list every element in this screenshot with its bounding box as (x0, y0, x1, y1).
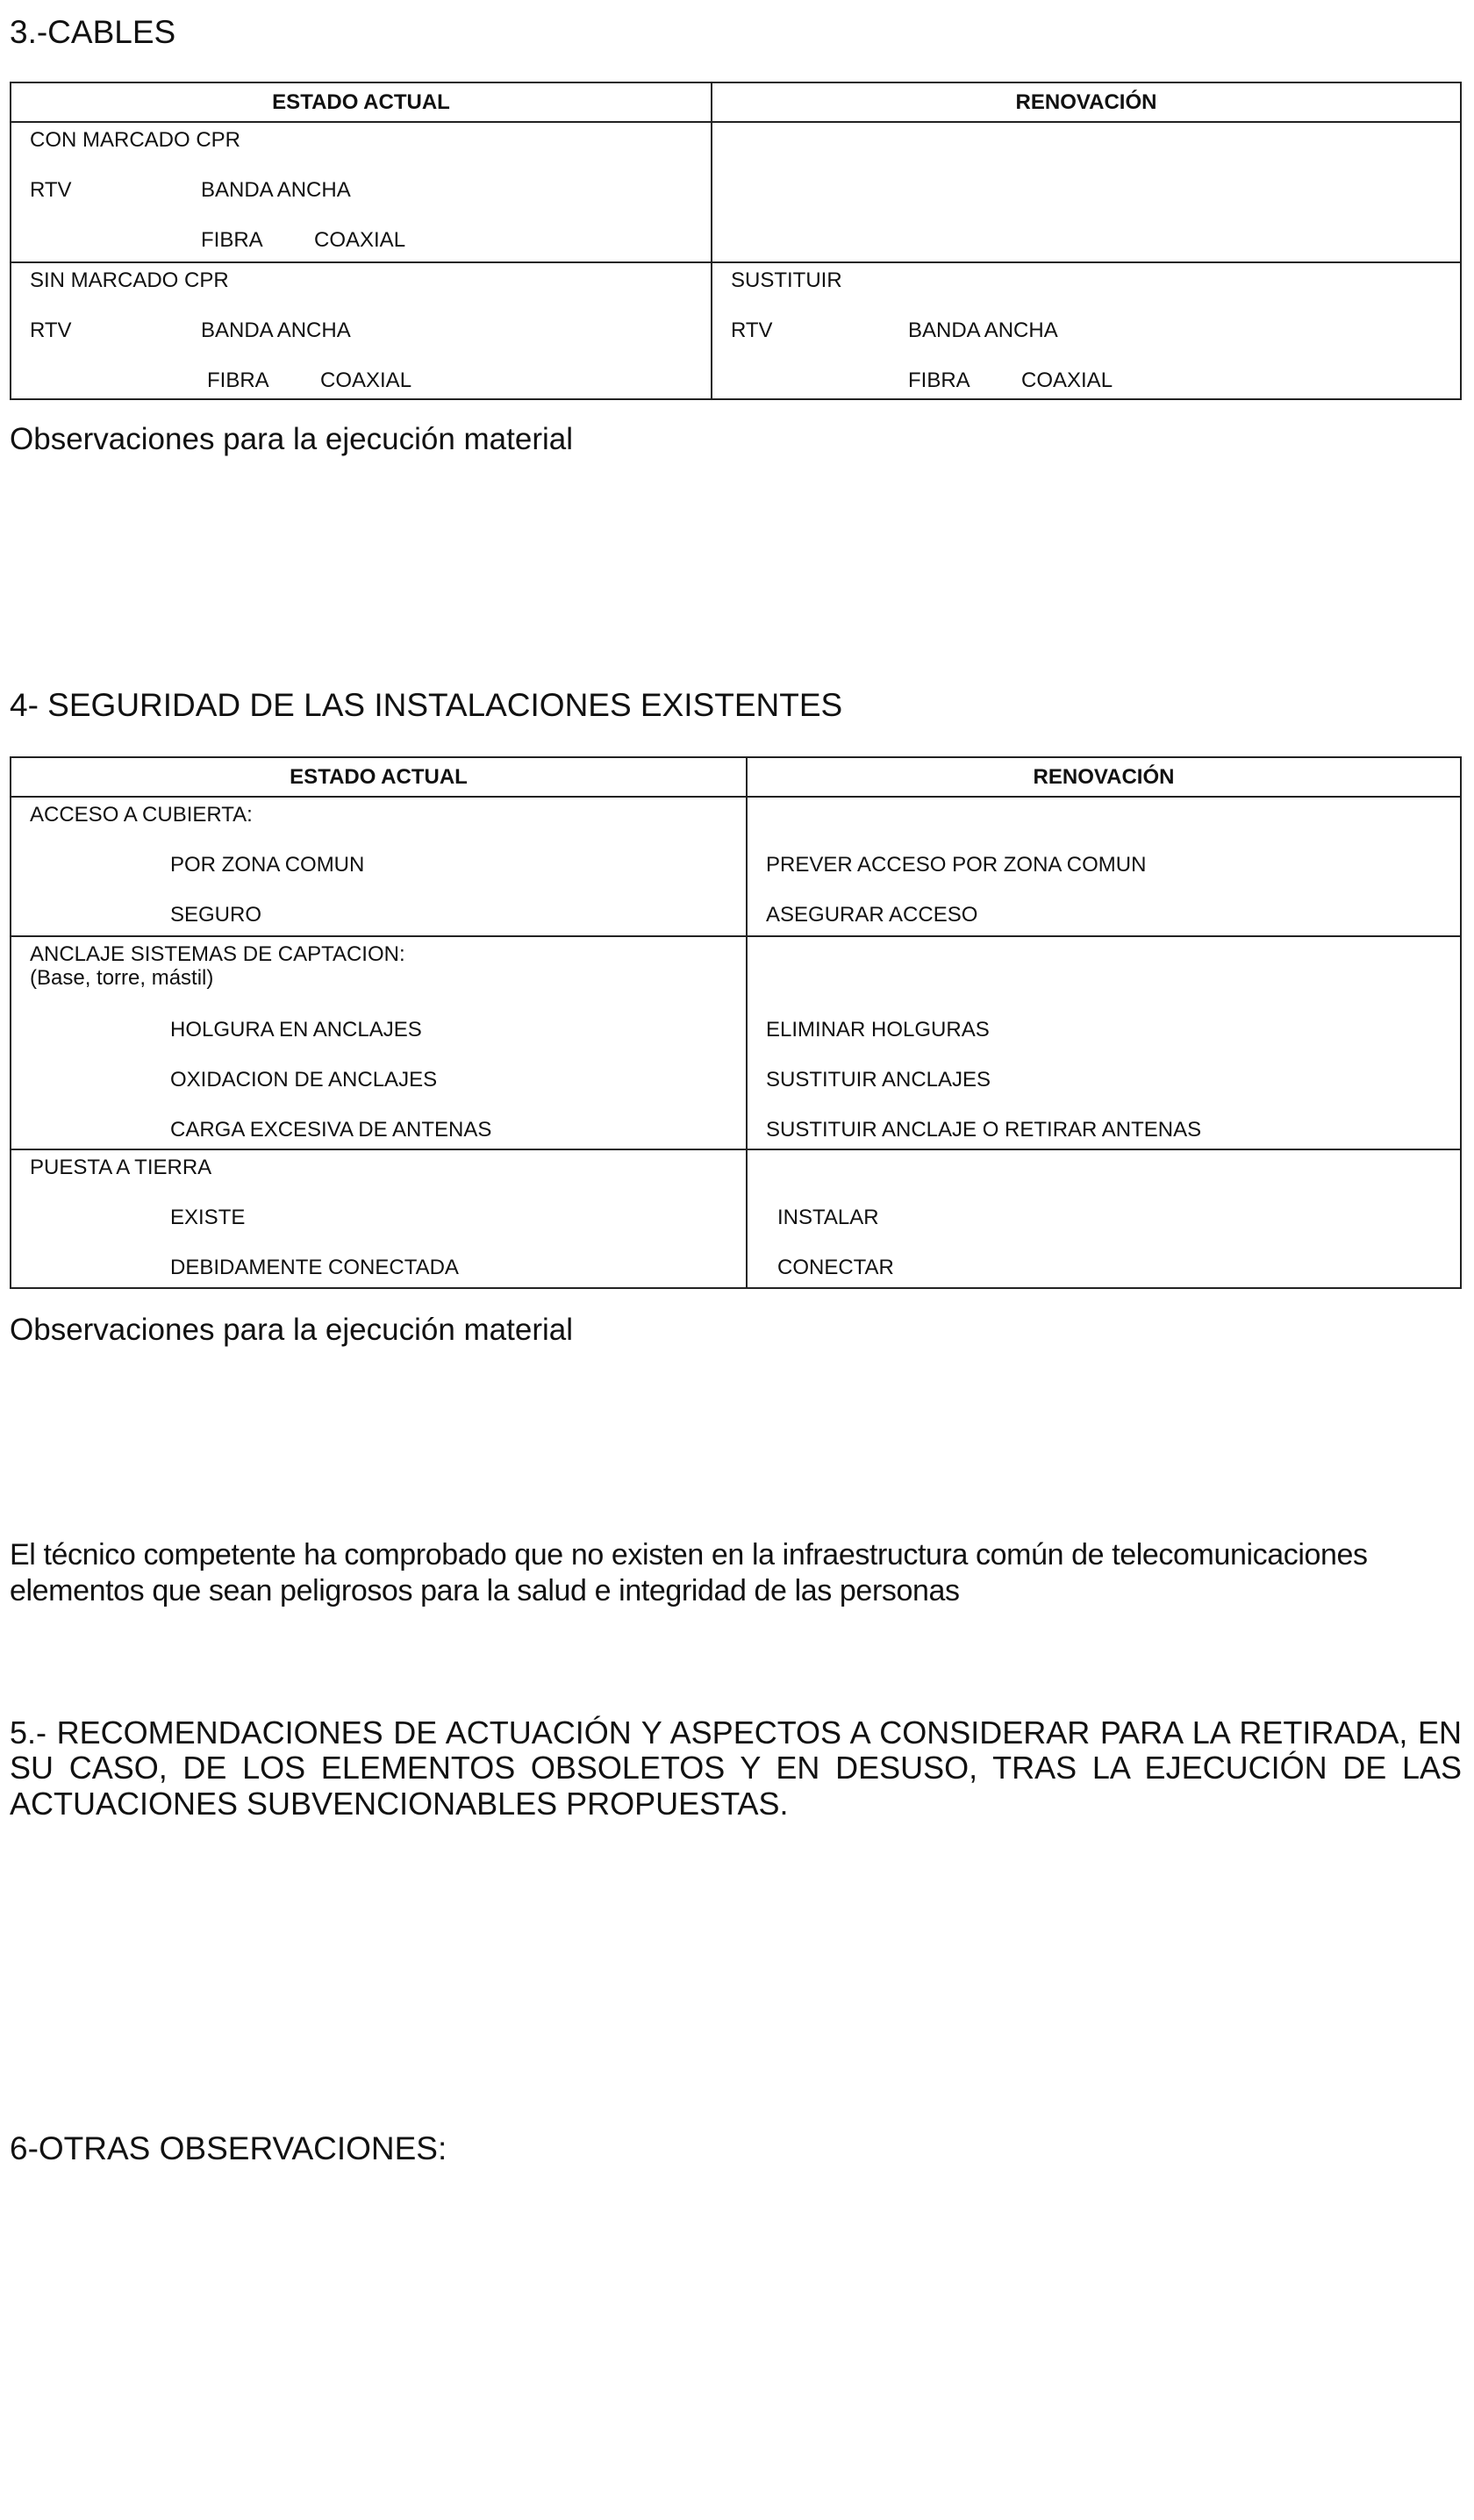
technician-statement: El técnico competente ha comprobado que no existen en la infraestructura común de telecomunicaciones elementos que sean peligrosos para la salud e integridad de las personas (10, 1538, 1368, 1607)
item-coaxial: COAXIAL (314, 228, 406, 252)
table-row (11, 261, 1460, 398)
row-title: CON MARCADO CPR (30, 128, 241, 152)
cell-renovacion (748, 798, 1460, 935)
section4-title: 4- SEGURIDAD DE LAS INSTALACIONES EXISTENTES (10, 687, 843, 723)
item-label: POR ZONA COMUN (170, 853, 365, 877)
item-label: PREVER ACCESO POR ZONA COMUN (766, 853, 1147, 877)
seguridad-table (10, 756, 1462, 1289)
item-banda-ancha: BANDA ANCHA (201, 319, 351, 342)
row-subtitle: (Base, torre, mástil) (30, 966, 214, 990)
cell-estado-actual (11, 1150, 748, 1287)
table-row (11, 1149, 1460, 1287)
section3-title: 3.-CABLES (10, 14, 176, 50)
cell-estado-actual (11, 263, 712, 398)
item-coaxial: COAXIAL (1021, 369, 1113, 392)
item-label: OXIDACION DE ANCLAJES (170, 1068, 438, 1092)
row-title: ACCESO A CUBIERTA: (30, 803, 253, 827)
item-label: SUSTITUIR ANCLAJE O RETIRAR ANTENAS (766, 1118, 1202, 1142)
row-title: SUSTITUIR (731, 268, 842, 292)
item-rtv: RTV (30, 178, 72, 202)
cell-renovacion (712, 123, 1460, 261)
header-estado-actual: ESTADO ACTUAL (11, 83, 712, 121)
cell-renovacion (748, 1150, 1460, 1287)
item-label: ASEGURAR ACCESO (766, 903, 978, 927)
item-label: INSTALAR (777, 1206, 879, 1229)
item-label: SEGURO (170, 903, 262, 927)
item-banda-ancha: BANDA ANCHA (201, 178, 351, 202)
header-estado-actual: ESTADO ACTUAL (11, 758, 748, 796)
item-label: SUSTITUIR ANCLAJES (766, 1068, 991, 1092)
cell-estado-actual (11, 937, 748, 1149)
section6-title: 6-OTRAS OBSERVACIONES: (10, 2130, 447, 2166)
item-coaxial: COAXIAL (320, 369, 412, 392)
item-fibra: FIBRA (207, 369, 269, 392)
item-label: ELIMINAR HOLGURAS (766, 1018, 990, 1042)
table-row (11, 123, 1460, 261)
row-title: SIN MARCADO CPR (30, 268, 229, 292)
table-header (11, 83, 1460, 123)
observaciones-label: Observaciones para la ejecución material (10, 1313, 573, 1347)
item-label: CONECTAR (777, 1256, 894, 1279)
item-banda-ancha: BANDA ANCHA (908, 319, 1058, 342)
item-rtv: RTV (30, 319, 72, 342)
item-label: CARGA EXCESIVA DE ANTENAS (170, 1118, 492, 1142)
item-rtv: RTV (731, 319, 773, 342)
section5-title: 5.- RECOMENDACIONES DE ACTUACIÓN Y ASPECTOS A CONSIDERAR PARA LA RETIRADA, EN SU CASO, DE LOS ELEMENTOS OBSOLETOS Y EN DESUSO, TRAS LA EJECUCIÓN DE LAS ACTUACIONES SUBVENCIONABLES PROPUESTAS. (10, 1715, 1462, 1822)
cell-renovacion (712, 263, 1460, 398)
cell-estado-actual (11, 123, 712, 261)
item-label: DEBIDAMENTE CONECTADA (170, 1256, 459, 1279)
header-renovacion: RENOVACIÓN (1015, 89, 1157, 114)
row-title: ANCLAJE SISTEMAS DE CAPTACION: (30, 942, 405, 966)
item-fibra: FIBRA (908, 369, 970, 392)
cell-estado-actual (11, 798, 748, 935)
table-row (11, 935, 1460, 1149)
item-fibra: FIBRA (201, 228, 263, 252)
cell-renovacion (748, 937, 1460, 1149)
header-renovacion: RENOVACIÓN (1033, 764, 1175, 789)
item-label: EXISTE (170, 1206, 246, 1229)
observaciones-label: Observaciones para la ejecución material (10, 422, 573, 456)
table-header (11, 758, 1460, 798)
row-title: PUESTA A TIERRA (30, 1156, 212, 1179)
table-row (11, 798, 1460, 935)
item-label: HOLGURA EN ANCLAJES (170, 1018, 422, 1042)
cables-table (10, 82, 1462, 400)
